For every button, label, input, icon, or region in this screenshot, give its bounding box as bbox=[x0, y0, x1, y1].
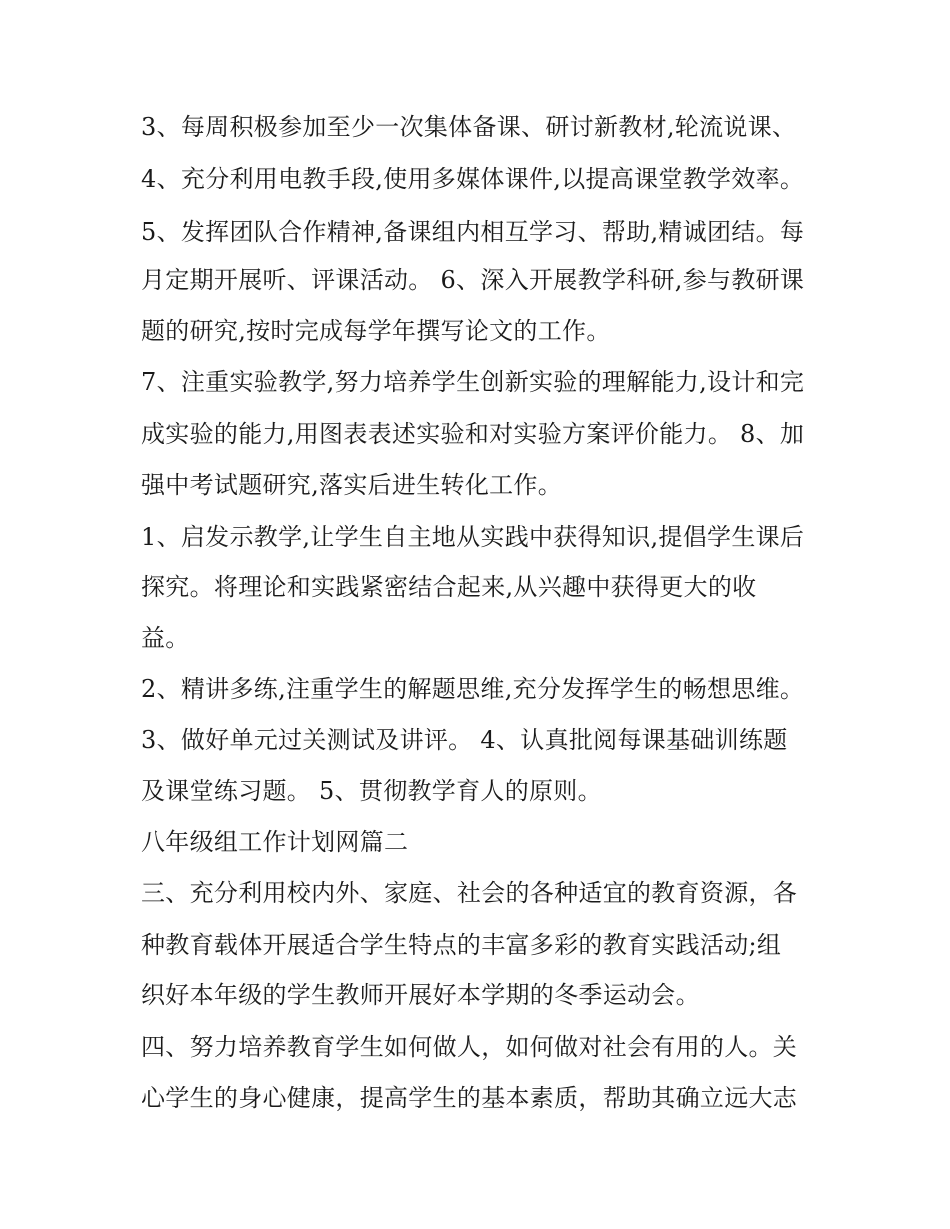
section-heading: 八年级组工作计划网篇二 bbox=[141, 828, 409, 856]
text-line: 1、启发示教学,让学生自主地从实践中获得知识,提倡学生课后 bbox=[141, 523, 805, 551]
text-line: 强中考试题研究,落实后进生转化工作。 bbox=[141, 471, 563, 499]
text-line: 心学生的身心健康，提高学生的基本素质，帮助其确立远大志 bbox=[141, 1084, 798, 1112]
text-line: 5、发挥团队合作精神,备课组内相互学习、帮助,精诚团结。每 bbox=[141, 218, 805, 246]
text-line: 4、充分利用电教手段,使用多媒体课件,以提高课堂教学效率。 bbox=[141, 165, 805, 193]
text-line: 3、做好单元过关测试及讲评。 4、认真批阅每课基础训练题 bbox=[141, 726, 788, 754]
text-line: 题的研究,按时完成每学年撰写论文的工作。 bbox=[141, 317, 611, 345]
text-line: 成实验的能力,用图表表述实验和对实验方案评价能力。 8、加 bbox=[141, 420, 805, 448]
text-line: 种教育载体开展适合学生特点的丰富多彩的教育实践活动;组 bbox=[141, 931, 782, 959]
text-line: 益。 bbox=[141, 624, 190, 652]
text-line: 织好本年级的学生教师开展好本学期的冬季运动会。 bbox=[141, 981, 700, 1009]
text-line: 及课堂练习题。 5、贯彻教学育人的原则。 bbox=[141, 777, 602, 805]
text-line: 3、每周积极参加至少一次集体备课、研讨新教材,轮流说课、 bbox=[141, 113, 797, 141]
text-line: 探究。将理论和实践紧密结合起来,从兴趣中获得更大的收 bbox=[141, 573, 757, 601]
text-line: 2、精讲多练,注重学生的解题思维,充分发挥学生的畅想思维。 bbox=[141, 675, 805, 703]
text-line: 月定期开展听、评课活动。 6、深入开展教学科研,参与教研课 bbox=[141, 266, 805, 294]
text-line: 四、努力培养教育学生如何做人，如何做对社会有用的人。关 bbox=[141, 1033, 798, 1061]
text-line: 7、注重实验教学,努力培养学生创新实验的理解能力,设计和完 bbox=[141, 368, 805, 396]
text-line: 三、充分利用校内外、家庭、社会的各种适宜的教育资源，各 bbox=[141, 879, 798, 907]
